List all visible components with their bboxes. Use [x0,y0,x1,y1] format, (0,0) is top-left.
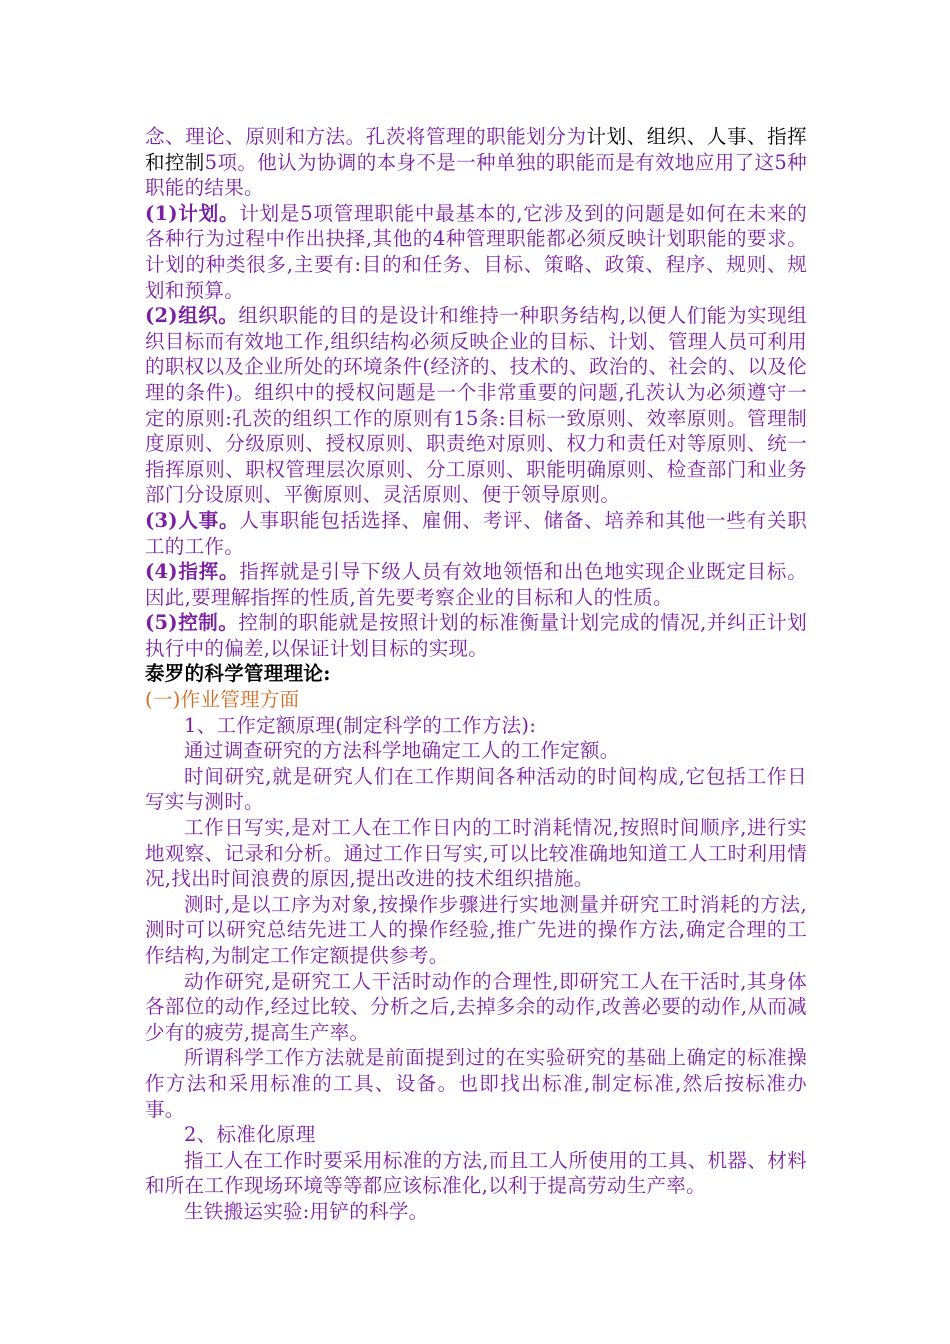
paragraph: 工作日写实,是对工人在工作日内的工时消耗情况,按照时间顺序,进行实地观察、记录和分析。通过工作日写实,可以比较准确地知道工人工时利用情况,找出时间浪费的原因,提出改进的技术组织措施。 [145,816,807,891]
function-text: 组织职能的目的是设计和维持一种职务结构,以便人们能为实现组织目标而有效地工作,组织结构必须反映企业的目标、计划、管理人员可利用的职权以及企业所处的环境条件(经济的、技术的、政治的、社会的、以及伦理的条件)。组织中的授权问题是一个非常重要的问题,孔茨认为必须遵守一定的原则:孔茨的组织工作的原则有15条:目标一致原则、效率原则。管理制度原则、分级原则、授权原则、职责绝对原则、权力和责任对等原则、统一指挥原则、职权管理层次原则、分工原则、职能明确原则、检查部门和业务部门分设原则、平衡原则、灵活原则、便于领导原则。 [145,304,807,507]
function-label: (4)指挥。 [145,560,240,584]
paragraph: 指工人在工作时要采用标准的方法,而且工人所使用的工具、机器、材料和所在工作现场环境等等都应该标准化,以利于提高劳动生产率。 [145,1148,807,1198]
function-label: (2)组织。 [145,304,239,328]
intro-highlight-functions: 计划、组织、人事、指挥和控制 [145,125,807,174]
intro-text-2: 5项。他认为协调的本身不是一种单独的职能而是有效地应用了这5种职能的结果。 [145,150,807,200]
function-label: (1)计划。 [145,201,240,225]
function-label: (5)控制。 [145,611,239,635]
section-heading: (一)作业管理方面 [145,688,300,712]
subheading-standardization: 2、标准化原理 [184,1123,316,1147]
function-organizing [145,303,807,508]
function-directing [145,559,807,610]
subheading-quota-principle: 1、工作定额原理(制定科学的工作方法): [184,713,537,737]
function-text: 控制的职能就是按照计划的标准衡量计划完成的情况,并纠正计划执行中的偏差,以保证计划目标的实现。 [145,611,807,660]
paragraph: 通过调查研究的方法科学地确定工人的工作定额。 [184,739,620,763]
function-controlling [145,610,807,661]
function-text: 指挥就是引导下级人员有效地领悟和出色地实现企业既定目标。因此,要理解指挥的性质,首先要考察企业的目标和人的性质。 [145,560,807,609]
paragraph: 测时,是以工序为对象,按操作步骤进行实地测量并研究工时消耗的方法,测时可以研究总结先进工人的操作经验,推广先进的操作方法,确定合理的工作结构,为制定工作定额提供参考。 [145,892,807,967]
function-text: 计划是5项管理职能中最基本的,它涉及到的问题是如何在未来的各种行为过程中作出抉择,其他的4种管理职能都必须反映计划职能的要求。计划的种类很多,主要有:目的和任务、目标、策略、政策、程序、规则、规划和预算。 [145,201,807,302]
intro-text-1: 念、理论、原则和方法。孔茨将管理的职能划分为 [145,125,587,148]
function-planning [145,201,807,303]
function-text: 人事职能包括选择、雇佣、考评、储备、培养和其他一些有关职工的工作。 [145,508,807,558]
document-body [145,124,807,1225]
paragraph: 生铁搬运实验:用铲的科学。 [184,1199,429,1223]
function-staffing [145,508,807,559]
function-label: (3)人事。 [145,508,240,532]
paragraph: 所谓科学工作方法就是前面提到过的在实验研究的基础上确定的标准操作方法和采用标准的工具、设备。也即找出标准,制定标准,然后按标准办事。 [145,1046,807,1121]
paragraph: 动作研究,是研究工人干活时动作的合理性,即研究工人在干活时,其身体各部位的动作,经过比较、分析之后,去掉多余的动作,改善必要的动作,从而减少有的疲劳,提高生产率。 [145,969,807,1044]
paragraph: 时间研究,就是研究人们在工作期间各种活动的时间构成,它包括工作日写实与测时。 [145,764,807,814]
taylor-heading: 泰罗的科学管理理论: [145,662,331,686]
intro-paragraph [145,124,807,201]
